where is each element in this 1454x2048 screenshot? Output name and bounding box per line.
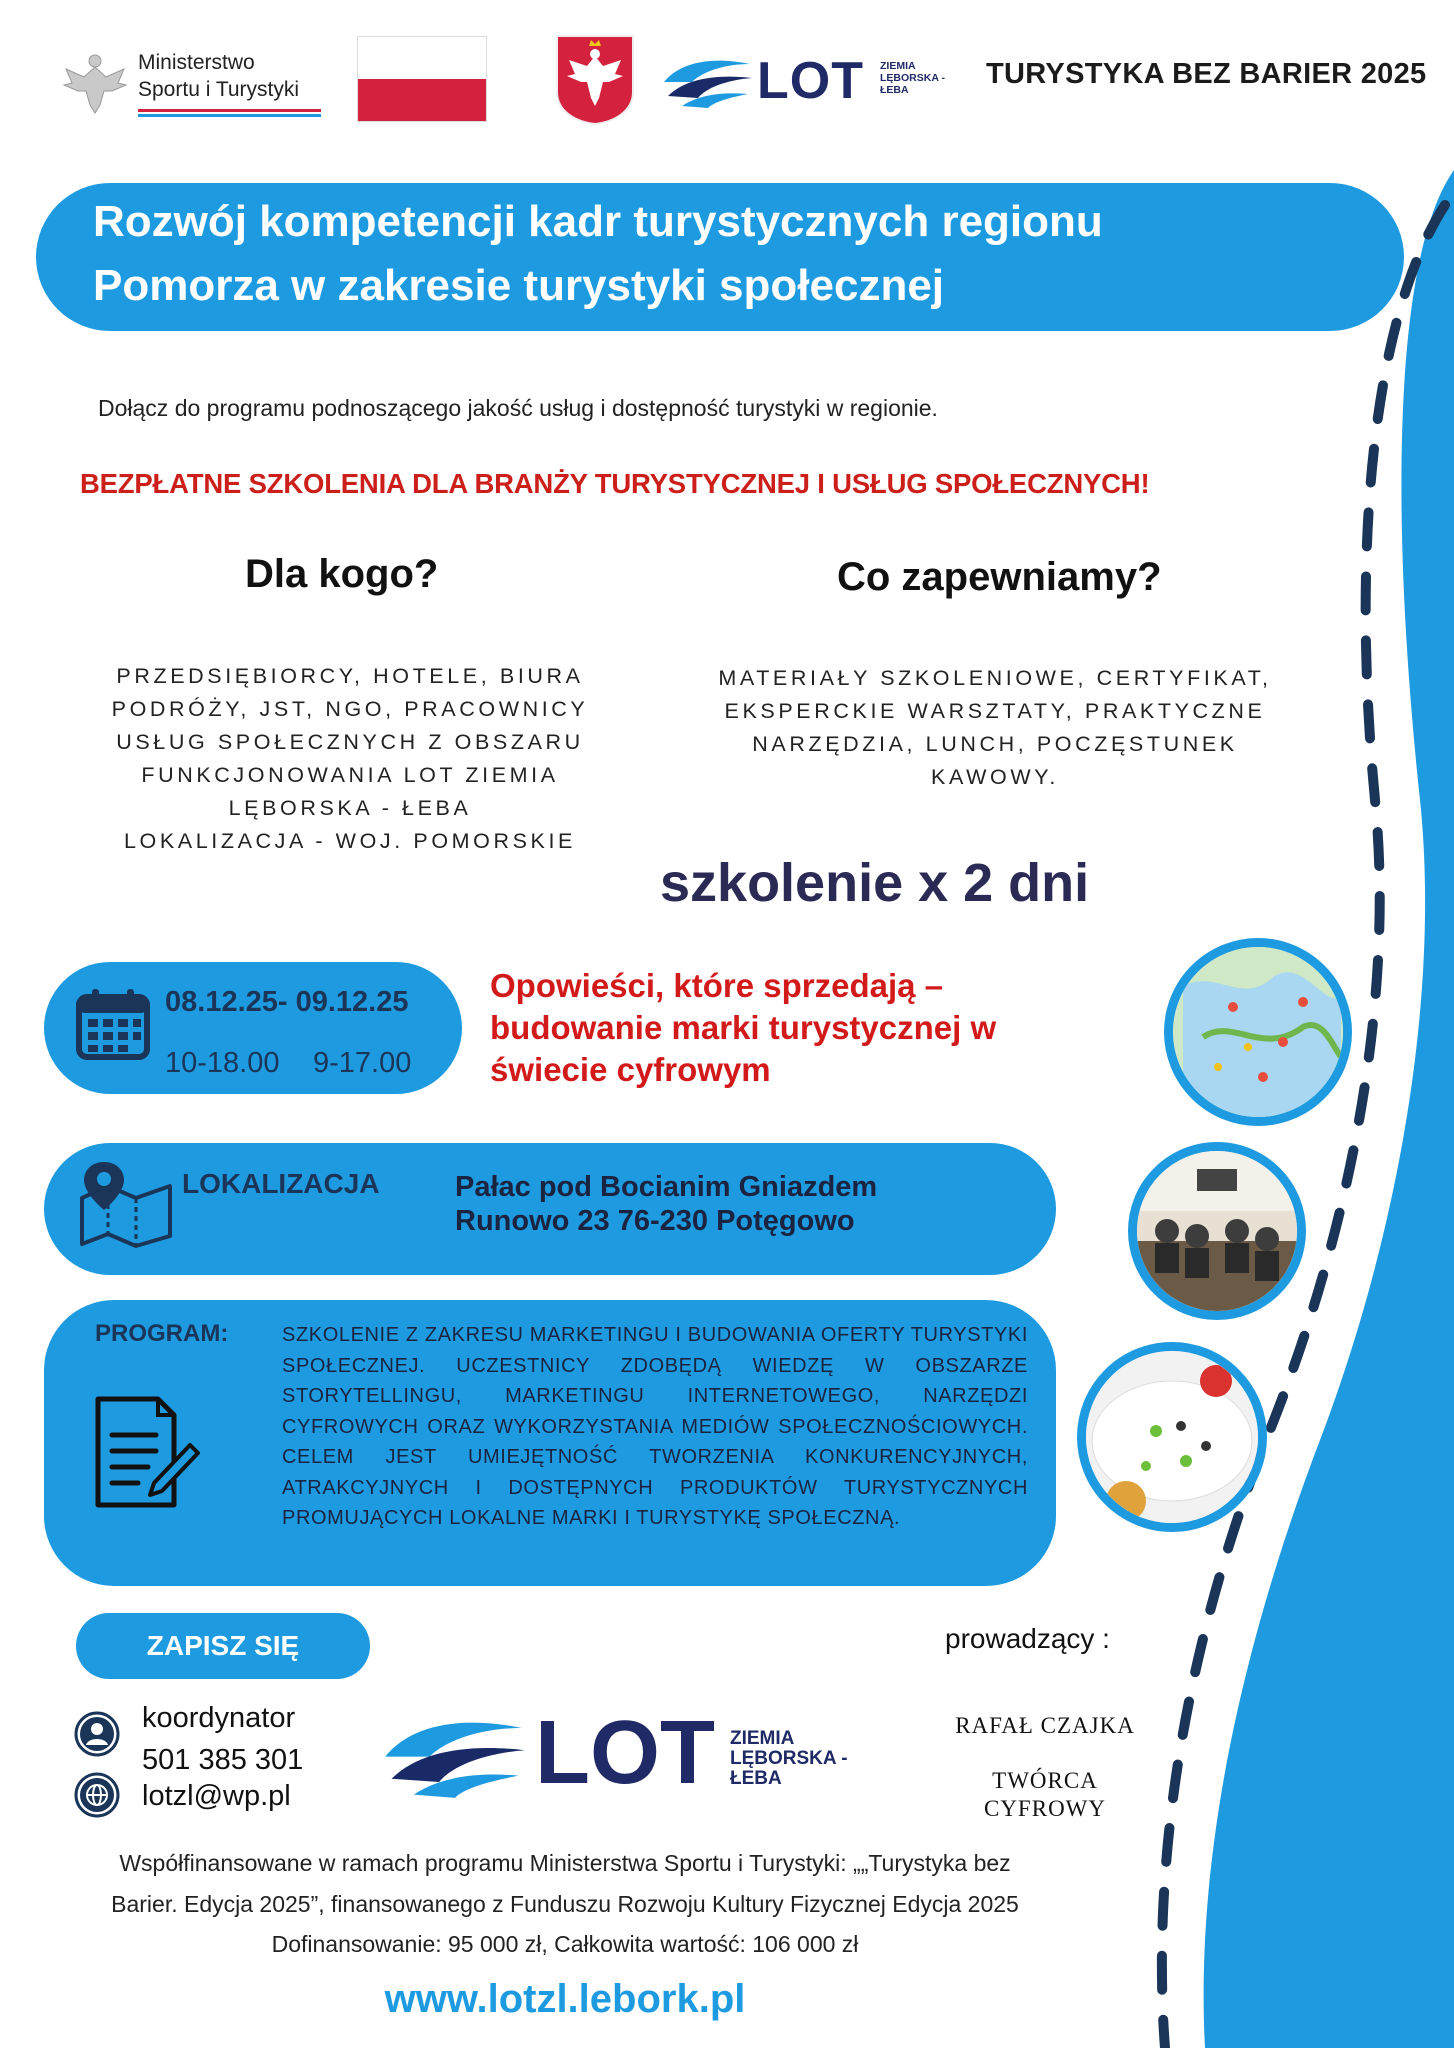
program-description: SZKOLENIE Z ZAKRESU MARKETINGU I BUDOWANIA OFERTY TURYSTYKI SPOŁECZNEJ. UCZESTNICY ZDOBĘDĄ WIEDZĘ W OBSZARZE STORYTELLINGU, MARKETINGU INTERNETOWEGO, NARZĘDZI CYFROWYCH ORAZ WYKORZYSTANIA MEDIÓW SPOŁECZNOŚCIOWYCH. CELEM JEST UMIEJĘTNOŚĆ TWORZENIA KONKURENCYJNYCH, ATRAKCYJNYCH I DOSTĘPNYCH PRODUKTÓW TURYSTYCZNYCH PROMUJĄCYCH LOKALNE MARKI I TURYSTYKĘ SPOŁECZNĄ.: [282, 1324, 1028, 1529]
program-label: PROGRAM:: [95, 1320, 229, 1347]
lot-sub1: ZIEMIA: [730, 1728, 795, 1749]
user-icon: [74, 1711, 120, 1757]
title-line1: Rozwój kompetencji kadr turystycznych regionu: [93, 197, 1103, 246]
duration-text: szkolenie x 2 dni: [660, 853, 1090, 913]
training-title: [490, 965, 1150, 1091]
document-pen-icon: [92, 1393, 204, 1513]
hours-day1: 10-18.00: [165, 1047, 280, 1079]
location-address: [455, 1170, 877, 1238]
training-title-line1: Opowieści, które sprzedają –: [490, 967, 944, 1004]
for-whom-list: [60, 660, 640, 858]
ministry-name-line1: Ministerstwo: [138, 51, 255, 74]
trainer-name: RAFAŁ CZAJKA: [955, 1713, 1135, 1738]
training-title-line3: świecie cyfrowym: [490, 1051, 771, 1088]
lot-word: LOT: [757, 52, 864, 110]
intro-text: Dołącz do programu podnoszącego jakość usług i dostępność turystyki w regionie.: [98, 395, 938, 421]
lot-word: LOT: [535, 1703, 715, 1803]
offer-line: KAWOWY.: [931, 765, 1059, 789]
trainers-heading: prowadzący :: [945, 1623, 1110, 1654]
calendar-icon: [74, 985, 152, 1063]
map-photo: [1164, 938, 1352, 1126]
lot-sub2: LĘBORSKA -: [880, 72, 945, 84]
contact-role: koordynator: [142, 1702, 296, 1734]
lot-sub3: ŁEBA: [880, 84, 909, 96]
contact-email[interactable]: lotzl@wp.pl: [142, 1780, 291, 1812]
wave-logo-icon: [375, 1709, 535, 1801]
training-room-photo: [1128, 1142, 1306, 1320]
ministry-name-line2: Sportu i Turystyki: [138, 78, 300, 101]
signup-button[interactable]: ZAPISZ SIĘ: [76, 1613, 370, 1679]
polish-flag: [357, 36, 487, 122]
for-whom-line: USŁUG SPOŁECZNYCH Z OBSZARU: [116, 730, 584, 754]
lot-sub1: ZIEMIA: [880, 60, 916, 72]
for-whom-line: FUNKCJONOWANIA LOT ZIEMIA: [141, 763, 559, 787]
eagle-icon: [60, 47, 130, 117]
address-line2: Runowo 23 76-230 Potęgowo: [455, 1205, 855, 1237]
location-label: LOKALIZACJA: [182, 1168, 380, 1199]
offer-heading: Co zapewniamy?: [837, 555, 1162, 599]
coat-of-arms-icon: [555, 34, 635, 126]
contact-phone[interactable]: 501 385 301: [142, 1744, 304, 1776]
program-name: TURYSTYKA BEZ BARIER 2025: [986, 58, 1427, 90]
title-line2: Pomorza w zakresie turystyki społecznej: [93, 261, 945, 310]
for-whom-line: PRZEDSIĘBIORCY, HOTELE, BIURA: [116, 664, 584, 688]
offer-line: MATERIAŁY SZKOLENIOWE, CERTYFIKAT,: [718, 666, 1272, 690]
page-title: [93, 190, 1393, 318]
date-range: 08.12.25- 09.12.25: [165, 986, 409, 1018]
ministry-underline: [138, 109, 321, 117]
cofinance-line2: Barier. Edycja 2025”, finansowanego z Funduszu Rozwoju Kultury Fizycznej Edycja 2025: [111, 1891, 1019, 1917]
offer-line: NARZĘDZIA, LUNCH, POCZĘSTUNEK: [752, 732, 1238, 756]
for-whom-line: PODRÓŻY, JST, NGO, PRACOWNICY: [111, 697, 589, 721]
trainer-role: [930, 1767, 1160, 1823]
lot-logo-footer: [375, 1705, 895, 1805]
hours-day2: 9-17.00: [313, 1047, 412, 1079]
funding-amounts: Dofinansowanie: 95 000 zł, Całkowita wartość: 106 000 zł: [271, 1931, 859, 1957]
lot-sub2: LĘBORSKA -: [730, 1748, 848, 1769]
workshop-photo: [1077, 1342, 1267, 1532]
for-whom-line: LĘBORSKA - ŁEBA: [228, 796, 472, 820]
for-whom-heading: Dla kogo?: [245, 552, 439, 596]
trainer-role-line2: CYFROWY: [983, 1796, 1106, 1821]
for-whom-line: LOKALIZACJA - WOJ. POMORSKIE: [123, 829, 577, 853]
lot-sub3: ŁEBA: [730, 1768, 782, 1789]
offer-line: EKSPERCKIE WARSZTATY, PRAKTYCZNE: [724, 699, 1266, 723]
ministry-logo: [60, 45, 322, 123]
wave-logo-icon: [662, 52, 754, 110]
training-title-line2: budowanie marki turystycznej w: [490, 1009, 997, 1046]
free-training-banner: BEZPŁATNE SZKOLENIA DLA BRANŻY TURYSTYCZNEJ I USŁUG SPOŁECZNYCH!: [80, 468, 1150, 499]
offer-list: [705, 662, 1285, 794]
lot-logo-header: [662, 52, 962, 110]
cofinance-line1: Współfinansowane w ramach programu Ministerstwa Sportu i Turystyki: „„Turystyka bez: [119, 1850, 1011, 1876]
globe-icon: [74, 1772, 120, 1818]
address-line1: Pałac pod Bocianim Gniazdem: [455, 1171, 878, 1203]
trainer-role-line1: TWÓRCA: [992, 1768, 1098, 1793]
website-link[interactable]: www.lotzl.lebork.pl: [384, 1977, 746, 2021]
map-pin-icon: [76, 1158, 176, 1248]
